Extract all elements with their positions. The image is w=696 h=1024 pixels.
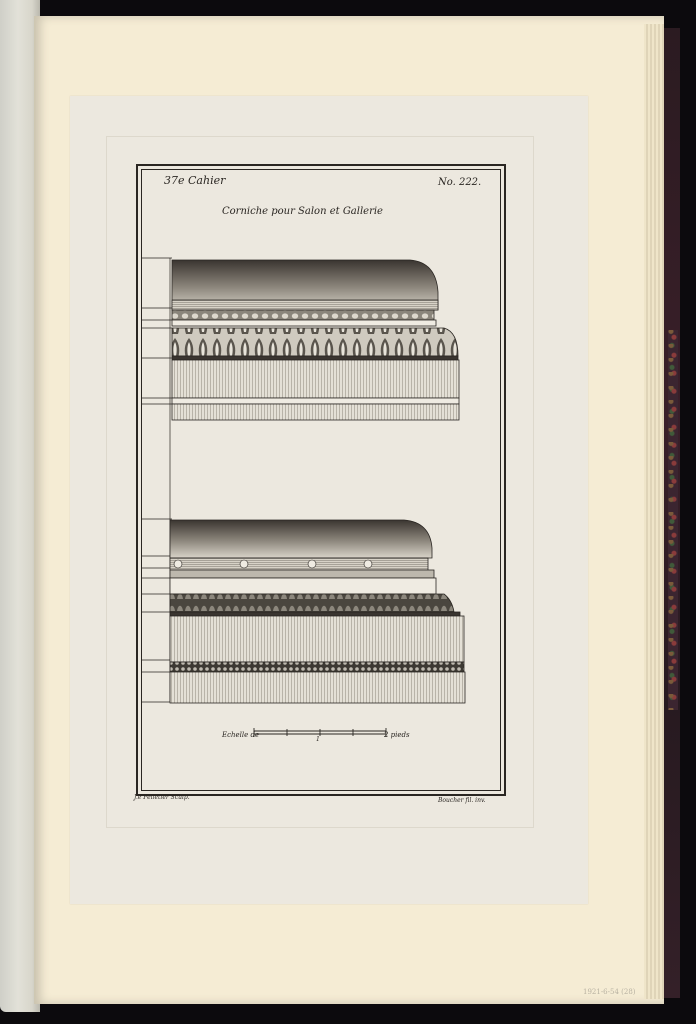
engraver-credit: J.e Pelletier Sculp. xyxy=(134,794,190,801)
scale-label: Echelle de xyxy=(222,731,260,739)
designer-credit: Boucher fil. inv. xyxy=(438,797,486,804)
plate-number: No. 222. xyxy=(438,177,482,188)
scale-tick-label: 1 xyxy=(316,736,320,743)
upper-cornice xyxy=(172,260,459,420)
lower-cornice xyxy=(170,520,465,703)
catalog-shelfmark: 1921-6-54 (28) xyxy=(583,988,636,996)
series-label: 37e Cahier xyxy=(164,174,226,187)
plate-title: Corniche pour Salon et Gallerie xyxy=(222,206,383,217)
scale-unit: 2 pieds xyxy=(384,731,410,739)
scale-bar xyxy=(254,728,386,743)
profile-guides xyxy=(142,258,172,702)
